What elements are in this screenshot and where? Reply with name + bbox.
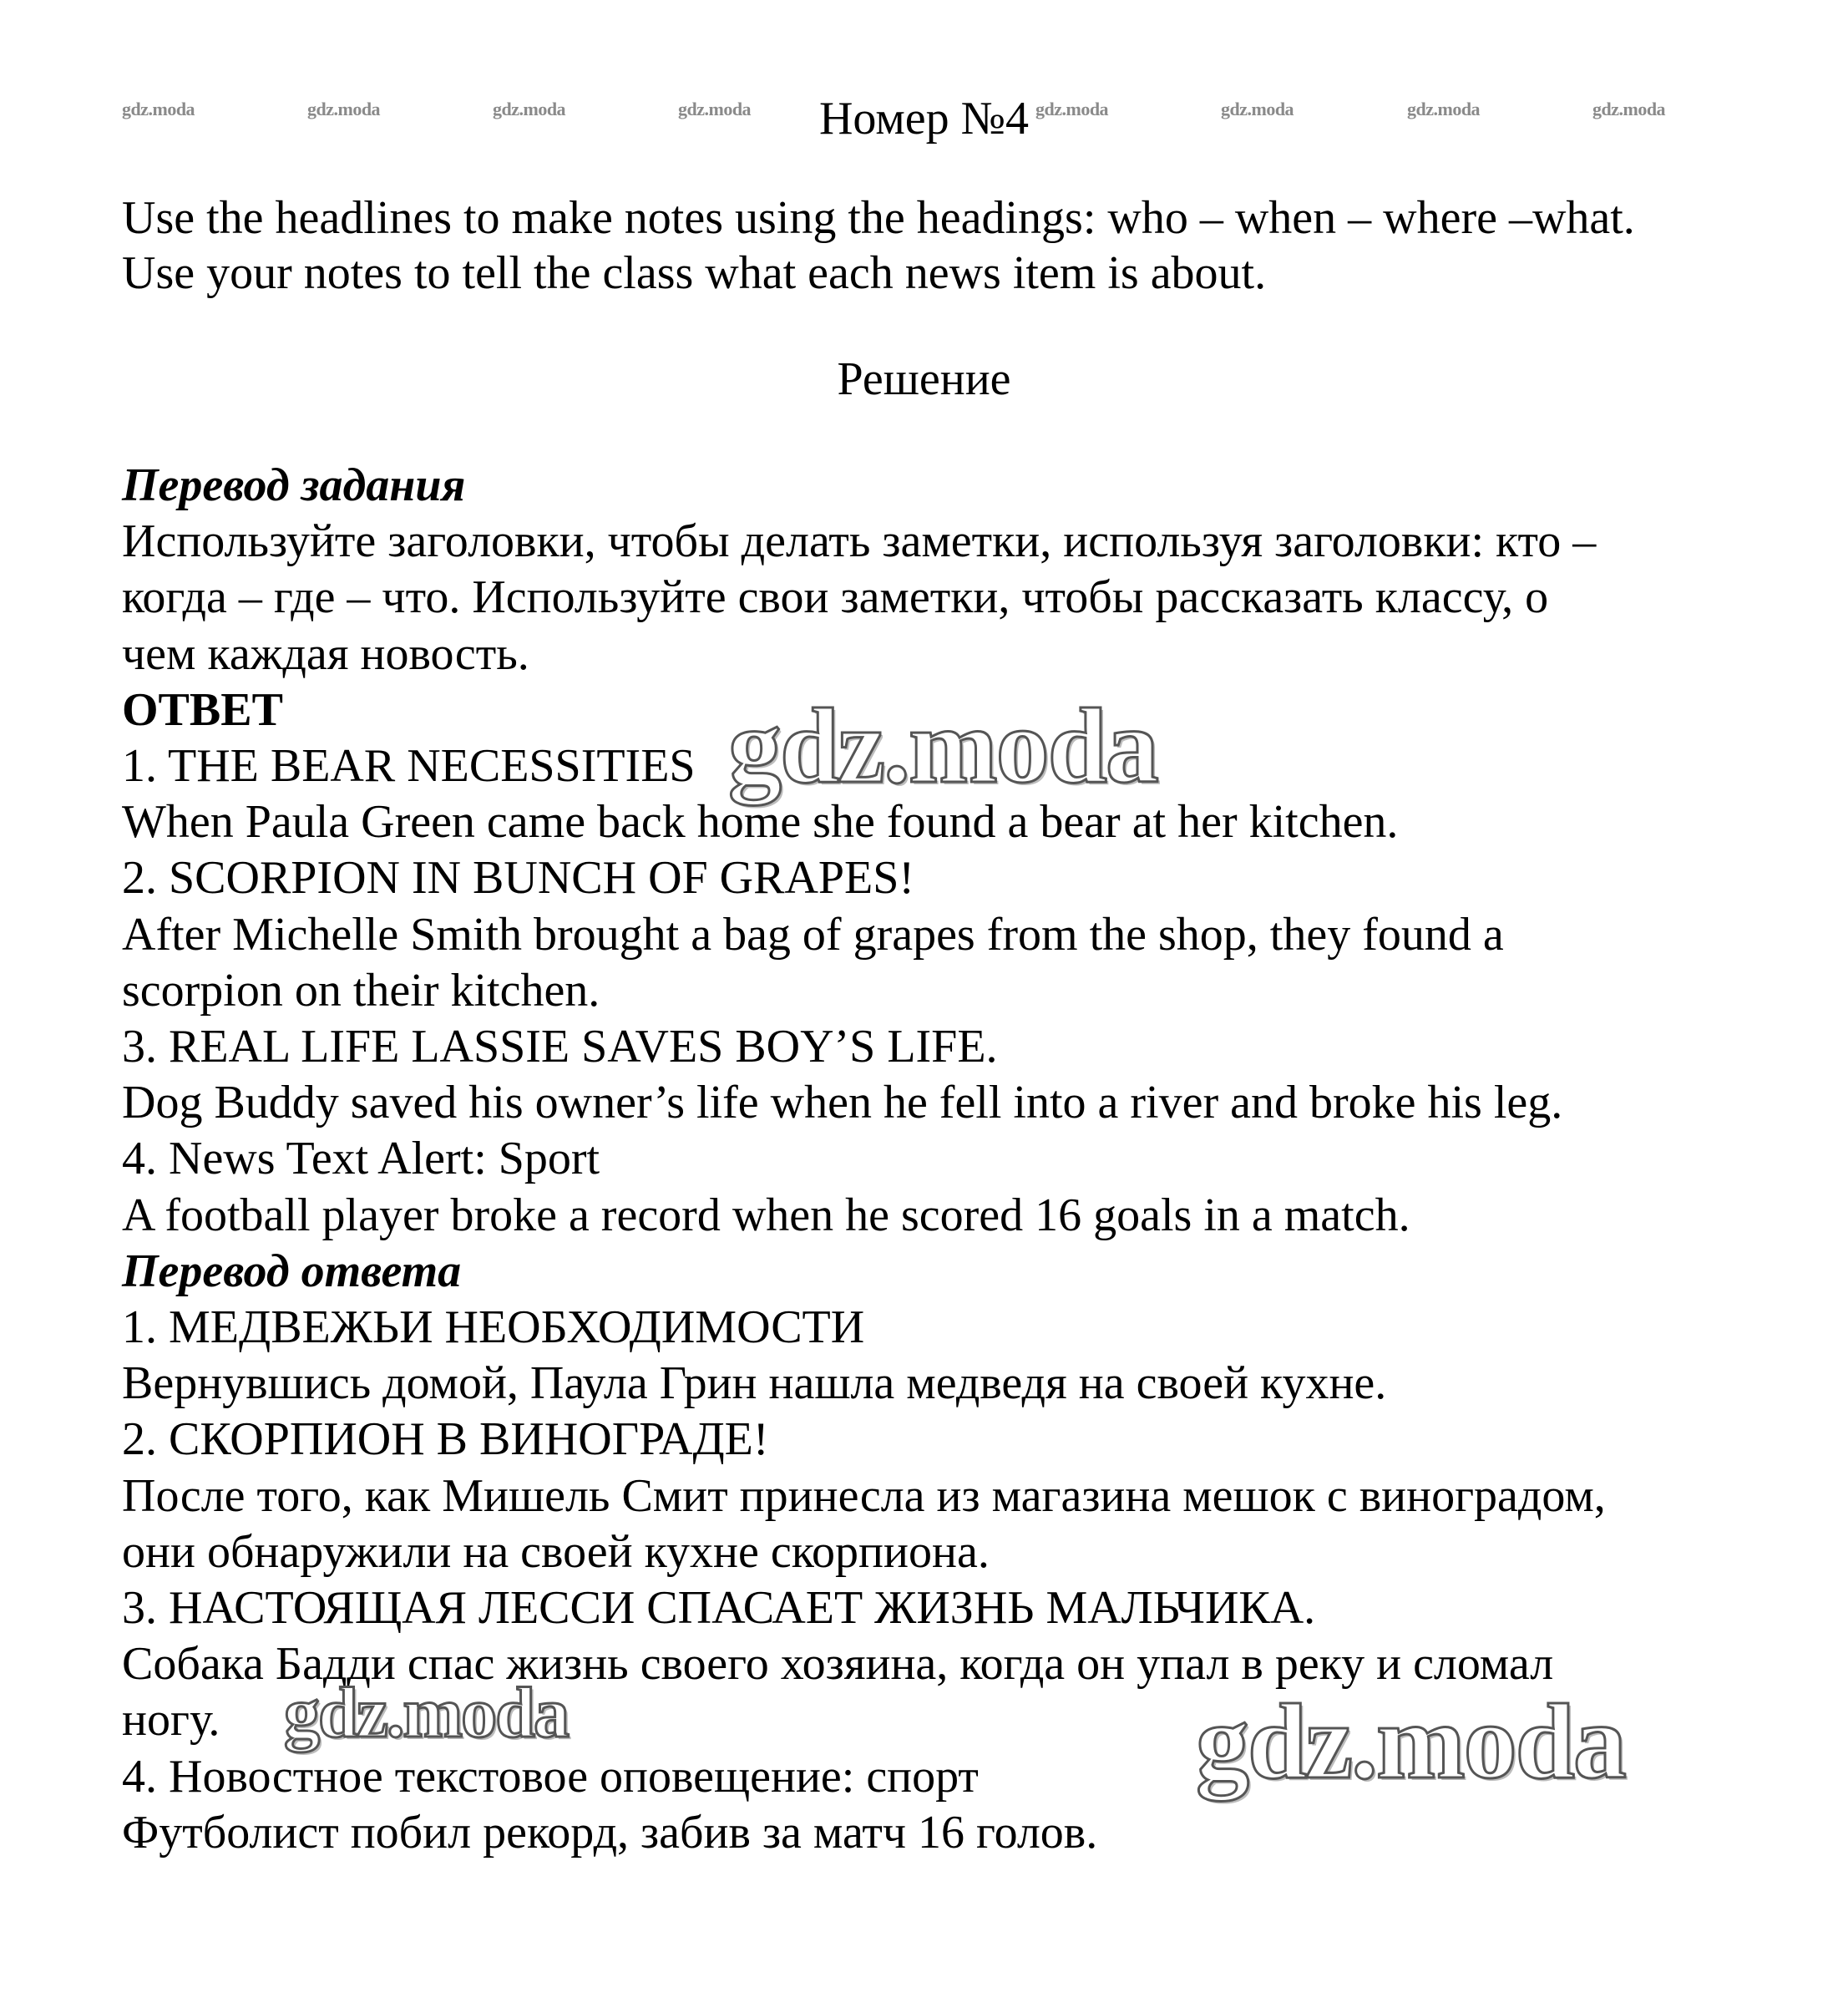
task-text — [122, 190, 1775, 301]
answer-text: When Paula Green came back home she found a bear at her kitchen. — [122, 796, 1399, 849]
translation-text: Футболист побил рекорд, забив за матч 16 голов. — [122, 1806, 1098, 1858]
watermark-logo: gdz.moda — [678, 99, 752, 119]
watermark-logo: gdz.moda — [307, 99, 381, 119]
answer-headline: 4. News Text Alert: Sport — [122, 1133, 600, 1185]
solution-body — [122, 458, 1775, 1861]
answer-translation-heading: Перевод ответа — [122, 1245, 462, 1297]
watermark-logo: gdz.moda — [122, 99, 195, 119]
answer-headline: 1. THE BEAR NECESSITIES — [122, 740, 696, 793]
translation-text: они обнаружили на своей кухне скорпиона. — [122, 1525, 990, 1578]
answer-text: After Michelle Smith brought a bag of grapes from the shop, they found a — [122, 908, 1504, 961]
watermark-logo: gdz.moda — [1592, 99, 1666, 119]
answer-text: Dog Buddy saved his owner’s life when he fell into a river and broke his leg. — [122, 1077, 1563, 1129]
translation-text: Вернувшись домой, Паула Грин нашла медведя на своей кухне. — [122, 1357, 1387, 1410]
task-translation-line: чем каждая новость. — [122, 627, 529, 680]
translation-text: После того, как Мишель Смит принесла из магазина мешок с виноградом, — [122, 1469, 1606, 1522]
task-translation-line: Используйте заголовки, чтобы делать заметки, используя заголовки: кто – — [122, 515, 1597, 568]
task-translation-heading: Перевод задания — [122, 459, 466, 511]
solution-title: Решение — [837, 353, 1011, 405]
watermark-logo-large: gdz.moda — [284, 1672, 568, 1752]
answer-text: scorpion on their kitchen. — [122, 964, 600, 1017]
translation-headline: 4. Новостное текстовое оповещение: спорт — [122, 1750, 979, 1803]
watermark-logo-large: gdz.moda — [728, 687, 1157, 805]
page-title: Номер №4 — [818, 93, 1030, 145]
answer-heading: ОТВЕТ — [122, 683, 283, 736]
answer-headline: 3. REAL LIFE LASSIE SAVES BOY’S LIFE. — [122, 1021, 998, 1073]
translation-headline: 1. МЕДВЕЖЬИ НЕОБХОДИМОСТИ — [122, 1301, 865, 1354]
task-line: Use the headlines to make notes using the headings: who – when – where –what. — [122, 192, 1635, 244]
watermark-logo: gdz.moda — [1035, 99, 1109, 119]
translation-text: ногу. — [122, 1694, 220, 1747]
answer-headline: 2. SCORPION IN BUNCH OF GRAPES! — [122, 852, 915, 905]
task-translation-line: когда – где – что. Используйте свои заметки, чтобы рассказать классу, о — [122, 571, 1549, 624]
watermark-logo: gdz.moda — [493, 99, 566, 119]
translation-text: Собака Бадди спас жизнь своего хозяина, когда он упал в реку и сломал — [122, 1638, 1554, 1691]
watermark-logo: gdz.moda — [1221, 99, 1294, 119]
task-line: Use your notes to tell the class what each news item is about. — [122, 247, 1267, 299]
watermark-logo: gdz.moda — [1407, 99, 1481, 119]
translation-headline: 2. СКОРПИОН В ВИНОГРАДЕ! — [122, 1413, 769, 1466]
answer-text: A football player broke a record when he scored 16 goals in a match. — [122, 1189, 1410, 1241]
translation-headline: 3. НАСТОЯЩАЯ ЛЕССИ СПАСАЕТ ЖИЗНЬ МАЛЬЧИКА. — [122, 1582, 1316, 1635]
watermark-logo-large: gdz.moda — [1196, 1682, 1625, 1801]
